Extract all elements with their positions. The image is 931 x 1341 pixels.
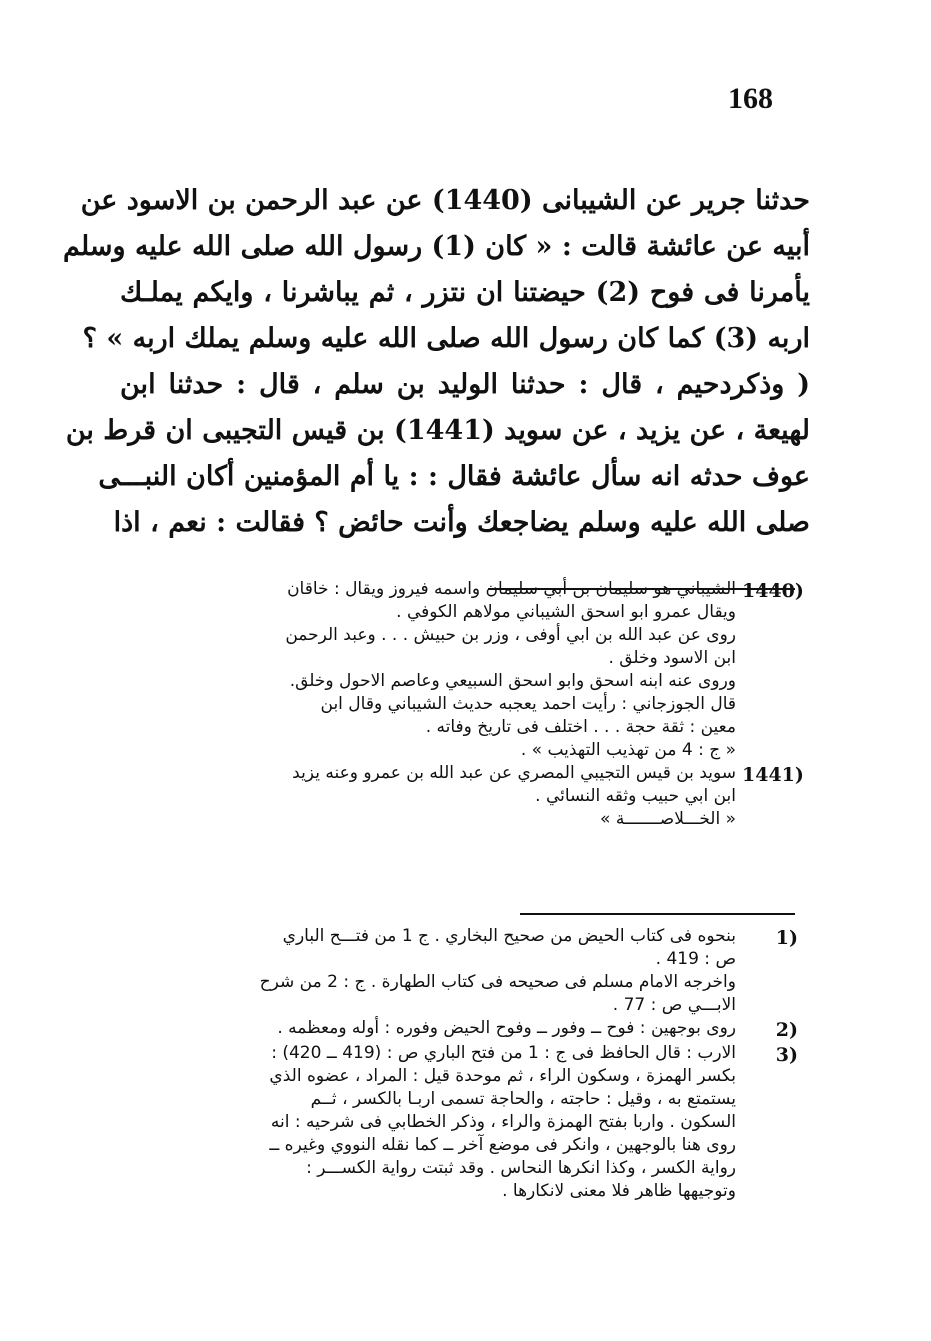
footnote-number: 3) <box>775 1044 798 1066</box>
footnotes <box>118 925 798 1203</box>
footnote-line: روى هنا بالوجهين ، وانكر فى موضع آخر ــ كما نقله النووي وغيره ــ <box>269 1135 736 1155</box>
footnote-body <box>118 1042 742 1203</box>
footnote-line: يستمتع به ، وقيل : حاجته ، والحاجة تسمى اربـا بالكسر ، ثــم <box>310 1089 736 1109</box>
main-text-line: صلى الله عليه وسلم يضاجعك وأنت حائض ؟ فقالت : نعم ، اذا <box>113 507 810 538</box>
footnote-line: الابـــي ص : 77 . <box>612 995 736 1015</box>
main-text-line: ( وذكردحيم ، قال : حدثنا الوليد بن سلم ، قال : حدثنا ابن <box>120 369 810 400</box>
footnote-line: وتوجيهها ظاهر فلا معنى لانكارها . <box>502 1181 736 1201</box>
footnote <box>118 925 798 1017</box>
note-line: ابن الاسود وخلق . <box>608 648 736 668</box>
note-line: روى عن عبد الله بن ابي أوفى ، وزر بن حبيش . . . وعبد الرحمن <box>285 625 736 645</box>
main-text-line: حدثنا جرير عن الشيبانى (1440) عن عبد الرحمن بن الاسود عن <box>80 185 810 216</box>
footnote-line: السكون . واربا بفتح الهمزة والراء ، وذكر الخطابي فى شرحيه : انه <box>270 1112 736 1132</box>
main-text <box>62 178 810 546</box>
note-number: 1441) <box>742 764 804 786</box>
main-text-line: أبيه عن عائشة قالت : « كان (1) رسول الله صلى الله عليه وسلم <box>62 231 810 262</box>
note-line: ابن ابي حبيب وثقه النسائي . <box>535 786 736 806</box>
note-line: « الخـــلاصـــــــة » <box>600 809 736 829</box>
note-line: سويد بن قيس التجيبي المصري عن عبد الله بن عمرو وعنه يزيد <box>292 763 736 783</box>
note-line: الشيباني هو سليمان بن أبي سليمان واسمه فيروز ويقال : خاقان <box>287 579 736 599</box>
footnote-line: رواية الكسر ، وكذا انكرها النحاس . وقد ثبتت رواية الكســـر : <box>306 1158 736 1178</box>
biographical-note <box>118 762 804 831</box>
note-number: 1440) <box>742 580 804 602</box>
note-line: ويقال عمرو ابو اسحق الشيباني مولاهم الكوفي . <box>396 602 736 622</box>
footnote-body <box>118 1017 742 1040</box>
footnote-line: واخرجه الامام مسلم فى صحيحه فى كتاب الطهارة . ج : 2 من شرح <box>259 972 736 992</box>
note-line: معين : ثقة حجة . . . اختلف فى تاريخ وفاته . <box>425 717 736 737</box>
footnote-number: 2) <box>775 1019 798 1041</box>
footnote-separator <box>520 913 795 915</box>
footnote-line: الارب : قال الحافظ فى ج : 1 من فتح الباري ص : (419 ــ 420) : <box>271 1043 736 1063</box>
main-text-line: عوف حدثه انه سأل عائشة فقال : : يا أم المؤمنين أكان النبـــى <box>98 461 810 492</box>
note-body <box>118 578 742 762</box>
footnote <box>118 1042 798 1203</box>
main-text-line: لهيعة ، عن يزيد ، عن سويد (1441) بن قيس التجيبى ان قرط بن <box>65 415 810 446</box>
note-line: « ج : 4 من تهذيب التهذيب » . <box>520 740 736 760</box>
biographical-notes <box>118 578 804 831</box>
biographical-note <box>118 578 804 762</box>
footnote-line: روى بوجهين : فوح ــ وفور ــ وفوح الحيض وفوره : أوله ومعظمه . <box>277 1018 736 1038</box>
footnote-line: بنحوه فى كتاب الحيض من صحيح البخاري . ج 1 من فتـــح الباري <box>282 926 736 946</box>
footnote-line: ص : 419 . <box>655 949 736 969</box>
note-line: وروى عنه ابنه اسحق وابو اسحق السبيعي وعاصم الاحول وخلق. <box>289 671 736 691</box>
footnote-number: 1) <box>775 927 798 949</box>
page-number: 168 <box>728 82 773 115</box>
footnote <box>118 1017 798 1042</box>
footnote-line: بكسر الهمزة ، وسكون الراء ، ثم موحدة قيل : المراد ، عضوه الذي <box>269 1066 736 1086</box>
note-line: قال الجوزجاني : رأيت احمد يعجبه حديث الشيباني وقال ابن <box>320 694 736 714</box>
main-text-line: يأمرنا فى فوح (2) حيضتنا ان نتزر ، ثم يباشرنا ، وايكم يملـك <box>120 277 810 308</box>
note-body <box>118 762 742 831</box>
footnote-body <box>118 925 742 1017</box>
main-text-line: اربه (3) كما كان رسول الله صلى الله عليه وسلم يملك اربه » ؟ <box>82 323 810 354</box>
